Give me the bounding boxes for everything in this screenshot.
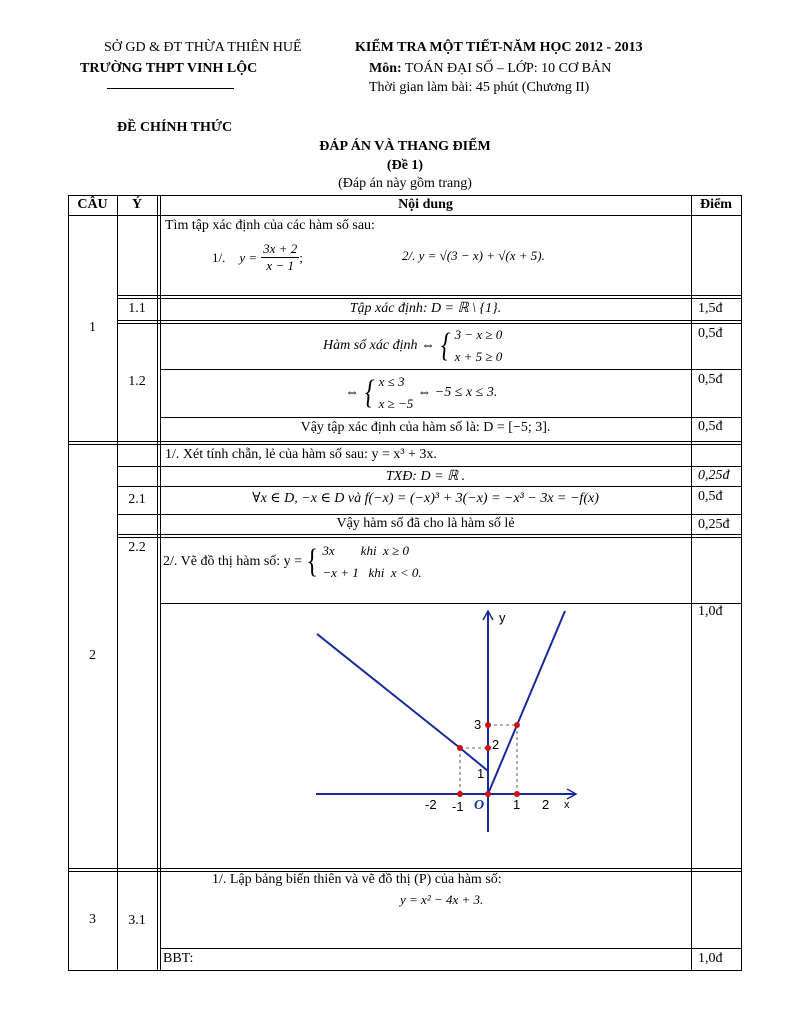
subject-label: Môn: — [369, 61, 402, 76]
score: 0,5đ — [698, 489, 723, 504]
score: 1,5đ — [698, 301, 723, 316]
tick-label: 1 — [477, 766, 485, 781]
system-brace: { 3 − x ≥ 0 x + 5 ≥ 0 — [439, 324, 502, 368]
tick-label: -1 — [452, 799, 464, 814]
graph-right-branch — [488, 611, 565, 794]
quadratic-function: y = x² − 4x + 3. — [400, 892, 484, 907]
y-axis-label: y — [499, 610, 506, 625]
equivalence-chain — [345, 371, 497, 415]
equivalence-result: ⇔ −5 ≤ x ≤ 3. — [417, 385, 498, 400]
department-name: SỞ GD & ĐT THỪA THIÊN HUẾ — [104, 40, 302, 55]
defined-condition — [323, 324, 502, 368]
domain-result: TXĐ: D = ℝ . — [385, 469, 466, 484]
function-2: 2/. y = √(3 − x) + √(x + 5). — [402, 248, 545, 263]
equivalence-symbol: ⇔ — [345, 385, 359, 400]
item-number: 3.1 — [128, 913, 146, 928]
odd-check: ∀x ∈ D, −x ∈ D và f(−x) = (−x)³ + 3(−x) = −x³ − 3x = −f(x) — [252, 491, 599, 506]
system-row: x ≤ 3 — [378, 374, 405, 389]
piece-row: 3x khi x ≥ 0 — [322, 543, 409, 558]
exam-code: (Đề 1) — [386, 158, 424, 173]
subject-value: TOÁN ĐẠI SỐ – LỚP: 10 CƠ BẢN — [404, 61, 612, 76]
system-row: x ≥ −5 — [378, 396, 414, 411]
question-prompt: 1/. Lập bảng biến thiên và vẽ đồ thị (P) của hàm số: — [212, 872, 502, 887]
defined-condition-text: Hàm số xác định ⇔ — [323, 338, 435, 353]
domain-result: Tập xác định: D = ℝ \ {1}. — [349, 301, 502, 316]
fraction-denominator: x − 1 — [266, 258, 294, 273]
graph-point — [514, 722, 520, 728]
question-prompt: 1/. Xét tính chẵn, lẻ của hàm số sau: y = x³ + 3x. — [165, 447, 437, 462]
pages-note: (Đáp án này gồm trang) — [338, 176, 472, 191]
score: 0,5đ — [698, 326, 723, 341]
function-1: 1/. y = $\frac{3x + 2}{x - 1}$ ; — [212, 241, 303, 273]
tick-label: 2 — [492, 737, 500, 752]
col-header-question: CÂU — [77, 197, 108, 212]
function-1-label: 1/. — [212, 249, 226, 265]
item-number: 1.1 — [128, 301, 146, 316]
domain-conclusion: Vậy tập xác định của hàm số là: D = [−5; 3]. — [300, 420, 551, 435]
system-row: x + 5 ≥ 0 — [454, 349, 503, 364]
function-graph — [300, 606, 590, 846]
graph-point — [485, 791, 491, 797]
tick-label: 3 — [474, 717, 482, 732]
question-number: 2 — [89, 648, 96, 663]
origin-label: O — [474, 798, 485, 813]
item-number: 2.1 — [128, 492, 146, 507]
col-header-item: Ý — [131, 197, 143, 212]
variation-table-label: BBT: — [163, 951, 194, 966]
question-number: 1 — [89, 320, 96, 335]
graph-point — [457, 791, 463, 797]
official-label: ĐỀ CHÍNH THỨC — [117, 120, 233, 135]
col-header-score: Điểm — [700, 197, 732, 212]
score: 1,0đ — [698, 604, 723, 619]
fraction-numerator: 3x + 2 — [263, 241, 298, 256]
exam-duration: Thời gian làm bài: 45 phút (Chương II) — [369, 80, 590, 95]
tick-label: 2 — [542, 797, 550, 812]
odd-conclusion: Vậy hàm số đã cho là hàm số lẻ — [336, 516, 515, 531]
question-number: 3 — [89, 912, 96, 927]
tick-label: -2 — [425, 797, 437, 812]
col-header-content: Nội dung — [398, 197, 453, 212]
graph-point — [485, 745, 491, 751]
question-prompt: Tìm tập xác định của các hàm số sau: — [165, 218, 375, 233]
subject-line — [369, 61, 611, 77]
graph-left-branch — [317, 634, 460, 748]
system-row: 3 − x ≥ 0 — [454, 327, 503, 342]
score: 1,0đ — [698, 951, 723, 966]
function-1-fraction — [261, 241, 299, 274]
school-underline — [107, 88, 234, 89]
function-1-lhs: y = — [239, 249, 258, 265]
score: 0,25đ — [698, 517, 730, 532]
x-axis-label: x — [564, 799, 570, 811]
score: 0,25đ — [698, 468, 730, 483]
item-number: 1.2 — [128, 374, 146, 389]
tick-label: 1 — [513, 797, 521, 812]
exam-title: KIỂM TRA MỘT TIẾT-NĂM HỌC 2012 - 2013 — [355, 40, 643, 55]
piece-row: −x + 1 khi x < 0. — [322, 565, 422, 580]
graph-point — [457, 745, 463, 751]
answer-key-title: ĐÁP ÁN VÀ THANG ĐIỂM — [319, 139, 491, 154]
system-brace: { x ≤ 3 x ≥ −5 — [363, 371, 413, 415]
score: 0,5đ — [698, 372, 723, 387]
school-name: TRƯỜNG THPT VINH LỘC — [80, 61, 258, 76]
graph-point — [485, 722, 491, 728]
piecewise-function — [163, 540, 422, 584]
piecewise-brace: { 3x khi x ≥ 0 −x + 1 khi x < 0. — [304, 540, 422, 584]
item-number: 2.2 — [128, 540, 146, 555]
piecewise-prompt: 2/. Vẽ đồ thị hàm số: y = — [163, 554, 303, 569]
score: 0,5đ — [698, 419, 723, 434]
